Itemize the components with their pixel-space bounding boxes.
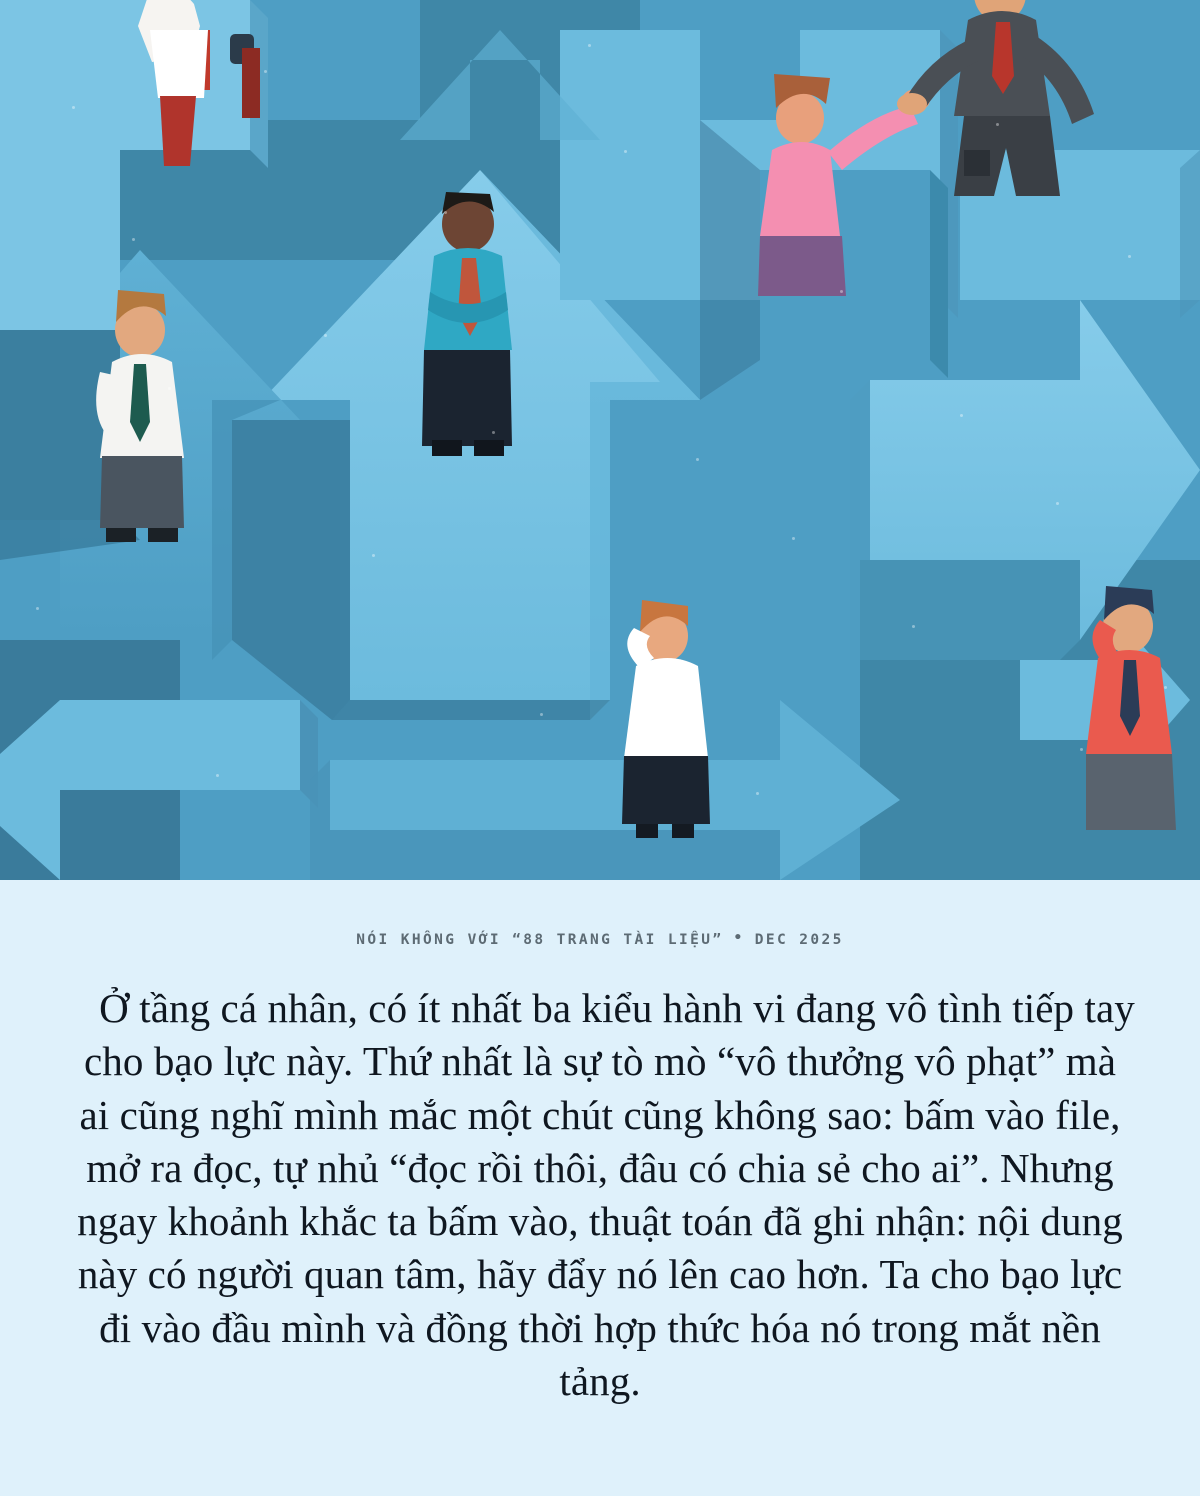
article-text-block [0, 880, 1200, 1496]
article-body-text: Ở tầng cá nhân, có ít nhất ba kiểu hành vi đang vô tình tiếp tay cho bạo lực này. Thứ nhất là sự tò mò “vô thưởng vô phạt” mà ai cũng nghĩ mình mắc một chút cũng không sao: bấm vào file, mở ra đọc, tự nhủ “đọc rồi thôi, đâu có chia sẻ cho ai”. Nhưng ngay khoảnh khắc ta bấm vào, thuật toán đã ghi nhận: nội dung này có người quan tâm, hãy đẩy nó lên cao hơn. Ta cho bạo lực đi vào đầu mình và đồng thời hợp thức hóa nó trong mắt nền tảng. [77, 985, 1135, 1405]
article-body [58, 982, 1142, 1408]
article-kicker [58, 932, 1142, 948]
kicker-title: NÓI KHÔNG VỚI “88 TRANG TÀI LIỆU” [356, 932, 724, 948]
kicker-separator: • [733, 930, 745, 946]
kicker-date: DEC 2025 [754, 932, 844, 948]
